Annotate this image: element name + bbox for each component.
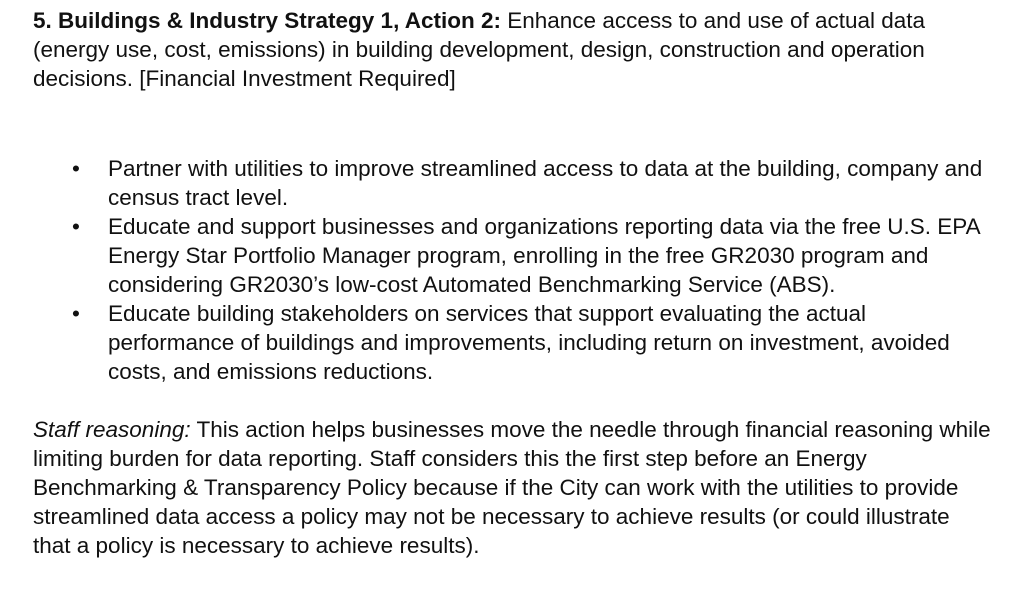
action-heading-label: 5. Buildings & Industry Strategy 1, Action 2: <box>33 8 501 33</box>
list-item-text: Partner with utilities to improve streamlined access to data at the building, company and census tract level. <box>108 156 983 210</box>
list-item-text: Educate and support businesses and organizations reporting data via the free U.S. EPA Energy Star Portfolio Manager program, enrolling in the free GR2030 program and considering GR2030’s low-cost Automated Benchmarking Service (ABS). <box>108 214 980 297</box>
staff-reasoning-text: This action helps businesses move the needle through financial reasoning while limiting burden for data reporting. Staff considers this the first step before an Energy Benchmarking & Transparency Policy because if the City can work with the utilities to provide streamlined data access a policy may not be necessary to achieve results (or could illustrate that a policy is necessary to achieve results). <box>33 417 991 558</box>
action-bullet-list <box>33 154 993 386</box>
document-body <box>33 6 993 560</box>
action-heading <box>33 6 993 93</box>
list-item <box>33 154 993 212</box>
bullet-icon: • <box>72 156 80 181</box>
list-item <box>33 212 993 299</box>
bullet-icon: • <box>72 214 80 239</box>
action-heading-text: Enhance access to and use of actual data (energy use, cost, emissions) in building development, design, construction and operation decisions. [Financial Investment Required] <box>33 8 926 91</box>
list-item <box>33 299 993 386</box>
list-item-text: Educate building stakeholders on services that support evaluating the actual performance of buildings and improvements, including return on investment, avoided costs, and emissions reductions. <box>108 301 950 384</box>
staff-reasoning-paragraph <box>33 415 993 560</box>
bullet-icon: • <box>72 301 80 326</box>
staff-reasoning-label: Staff reasoning: <box>33 417 191 442</box>
